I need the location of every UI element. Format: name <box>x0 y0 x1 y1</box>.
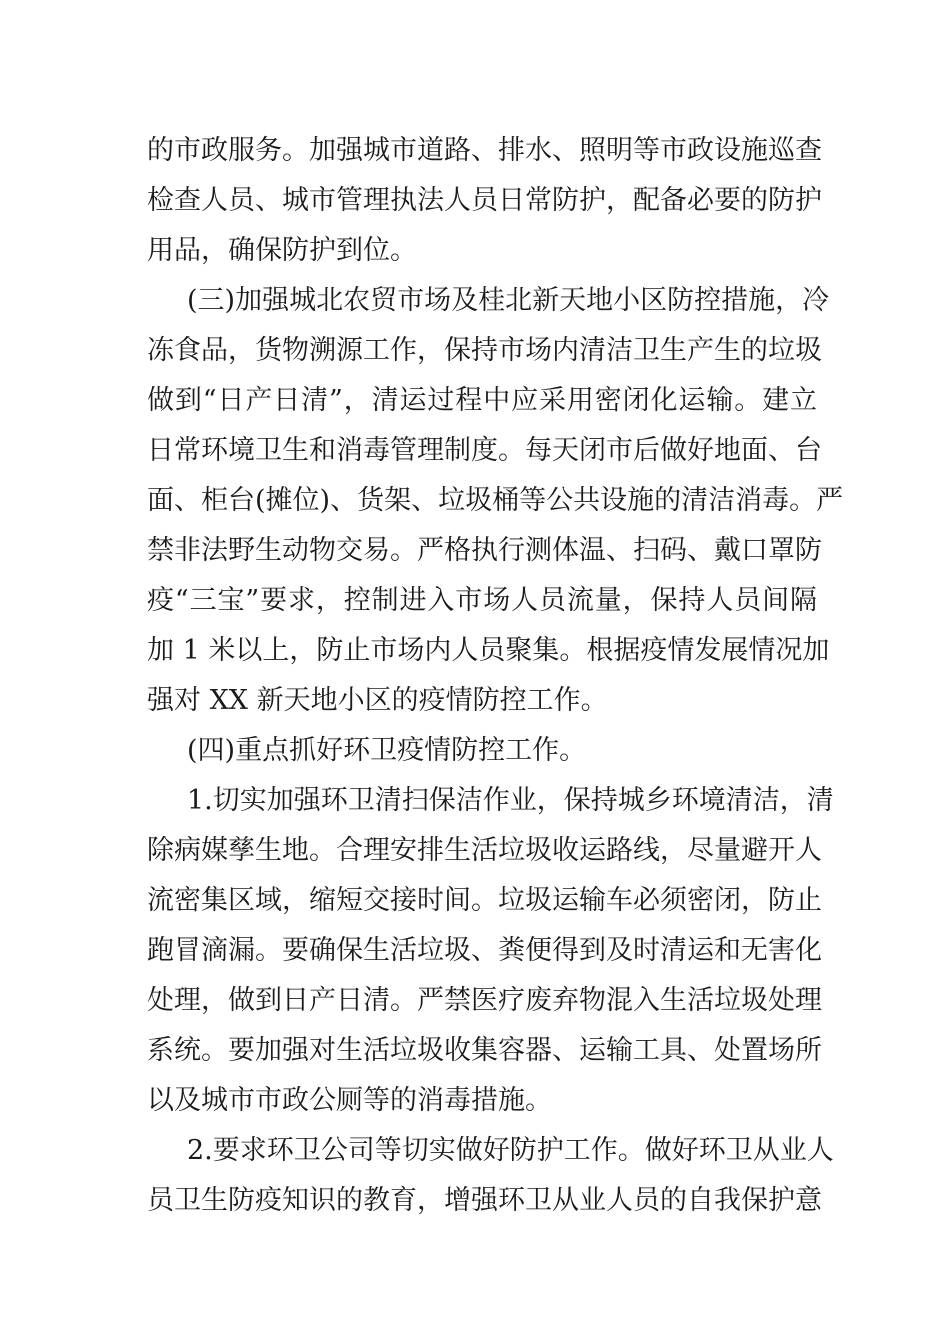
paragraph-line: 系统。要加强对生活垃圾收集容器、运输工具、处置场所 <box>147 1035 822 1066</box>
paragraph-line: 处理，做到日产日清。严禁医疗废弃物混入生活垃圾处理 <box>147 985 822 1016</box>
paragraph-line: 2.要求环卫公司等切实做好防护工作。做好环卫从业人 <box>187 1135 834 1166</box>
paragraph-line: 用品，确保防护到位。 <box>147 235 417 266</box>
paragraph-line: 面、柜台(摊位)、货架、垃圾桶等公共设施的清洁消毒。严 <box>147 485 844 516</box>
paragraph-line: 做到“日产日清”，清运过程中应采用密闭化运输。建立 <box>147 385 817 416</box>
paragraph-line: 冻食品，货物溯源工作，保持市场内清洁卫生产生的垃圾 <box>147 335 822 366</box>
paragraph-line: 的市政服务。加强城市道路、排水、照明等市政设施巡查 <box>147 135 822 166</box>
paragraph-line: 员卫生防疫知识的教育，增强环卫从业人员的自我保护意 <box>147 1185 822 1216</box>
paragraph-line: 日常环境卫生和消毒管理制度。每天闭市后做好地面、台 <box>147 435 822 466</box>
paragraph-line: 检查人员、城市管理执法人员日常防护，配备必要的防护 <box>147 185 822 216</box>
paragraph-line: 加 1 米以上，防止市场内人员聚集。根据疫情发展情况加 <box>147 635 830 666</box>
paragraph-line: 疫“三宝”要求，控制进入市场人员流量，保持人员间隔 <box>147 585 817 616</box>
paragraph-line: 禁非法野生动物交易。严格执行测体温、扫码、戴口罩防 <box>147 535 822 566</box>
paragraph-line: 流密集区域，缩短交接时间。垃圾运输车必须密闭，防止 <box>147 885 822 916</box>
paragraph-line: (三)加强城北农贸市场及桂北新天地小区防控措施，冷 <box>187 285 830 316</box>
paragraph-line: 除病媒孳生地。合理安排生活垃圾收运路线，尽量避开人 <box>147 835 822 866</box>
paragraph-line: 1.切实加强环卫清扫保洁作业，保持城乡环境清洁，清 <box>187 785 834 816</box>
paragraph-line: 强对 XX 新天地小区的疫情防控工作。 <box>147 685 608 716</box>
section-heading: (四)重点抓好环卫疫情防控工作。 <box>187 735 587 766</box>
paragraph-line: 跑冒滴漏。要确保生活垃圾、粪便得到及时清运和无害化 <box>147 935 822 966</box>
paragraph-line: 以及城市市政公厕等的消毒措施。 <box>147 1085 552 1116</box>
